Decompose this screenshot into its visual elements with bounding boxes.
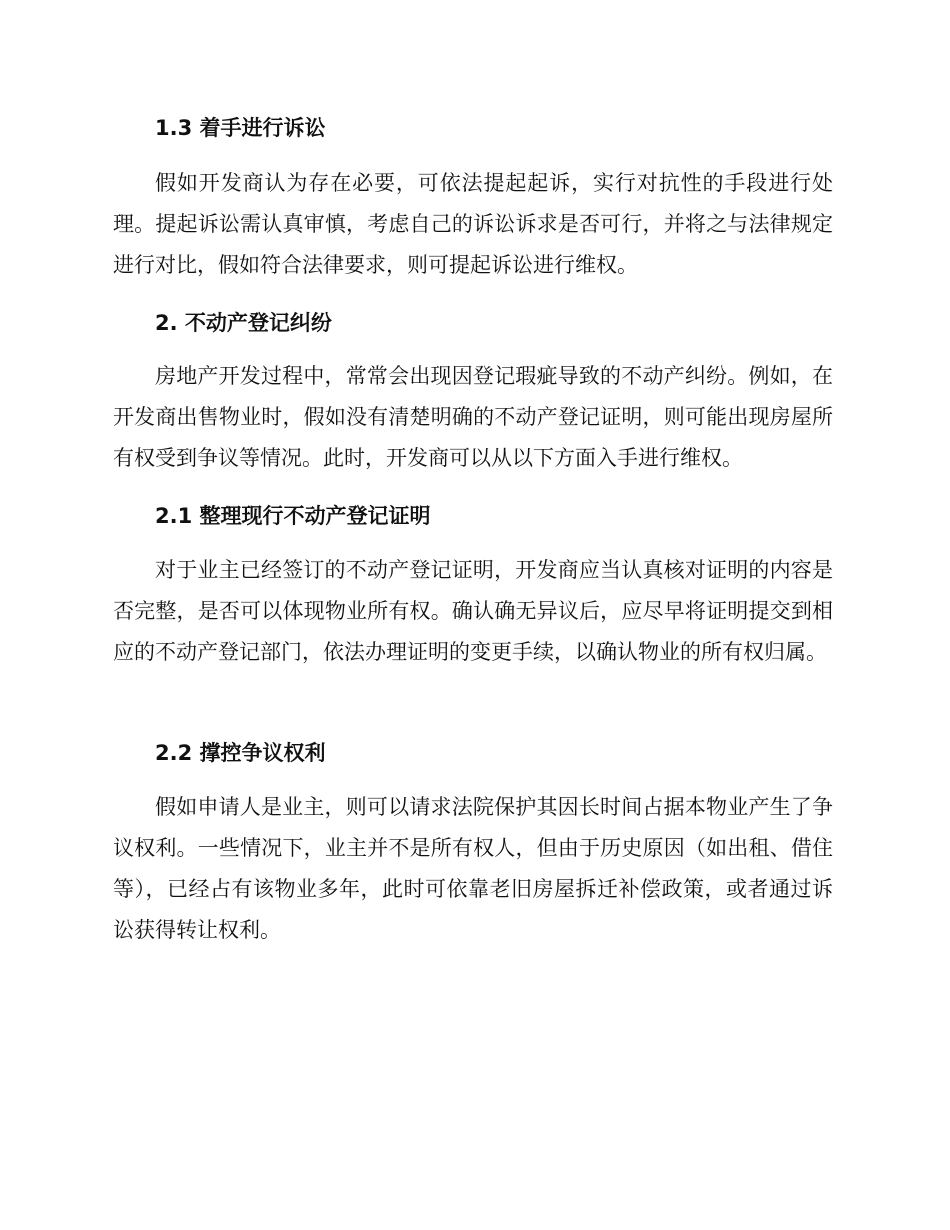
section-paragraph: 假如申请人是业主，则可以请求法院保护其因长时间占据本物业产生了争议权利。一些情况下，业主并不是所有权人，但由于历史原因（如出租、借住等），已经占有该物业多年，此时可依靠老旧房屋拆迁补偿政策，或者通过诉讼获得转让权利。 <box>113 795 833 942</box>
section-paragraph: 房地产开发过程中，常常会出现因登记瑕疵导致的不动产纠纷。例如，在开发商出售物业时，假如没有清楚明确的不动产登记证明，则可能出现房屋所有权受到争议等情况。此时，开发商可以从以下方面入手进行维权。 <box>113 364 833 470</box>
section-paragraph: 假如开发商认为存在必要，可依法提起起诉，实行对抗性的手段进行处理。提起诉讼需认真审慎，考虑自己的诉讼诉求是否可行，并将之与法律规定进行对比，假如符合法律要求，则可提起诉讼进行维权。 <box>113 171 833 277</box>
section-heading: 1.3 着手进行诉讼 <box>155 116 326 140</box>
section-heading: 2.2 撑控争议权利 <box>155 741 326 765</box>
section-heading: 2.1 整理现行不动产登记证明 <box>155 504 431 528</box>
section-paragraph: 对于业主已经签订的不动产登记证明，开发商应当认真核对证明的内容是否完整，是否可以体现物业所有权。确认确无异议后，应尽早将证明提交到相应的不动产登记部门，依法办理证明的变更手续，以确认物业的所有权归属。 <box>113 558 833 664</box>
section-heading: 2. 不动产登记纠纷 <box>155 311 332 335</box>
